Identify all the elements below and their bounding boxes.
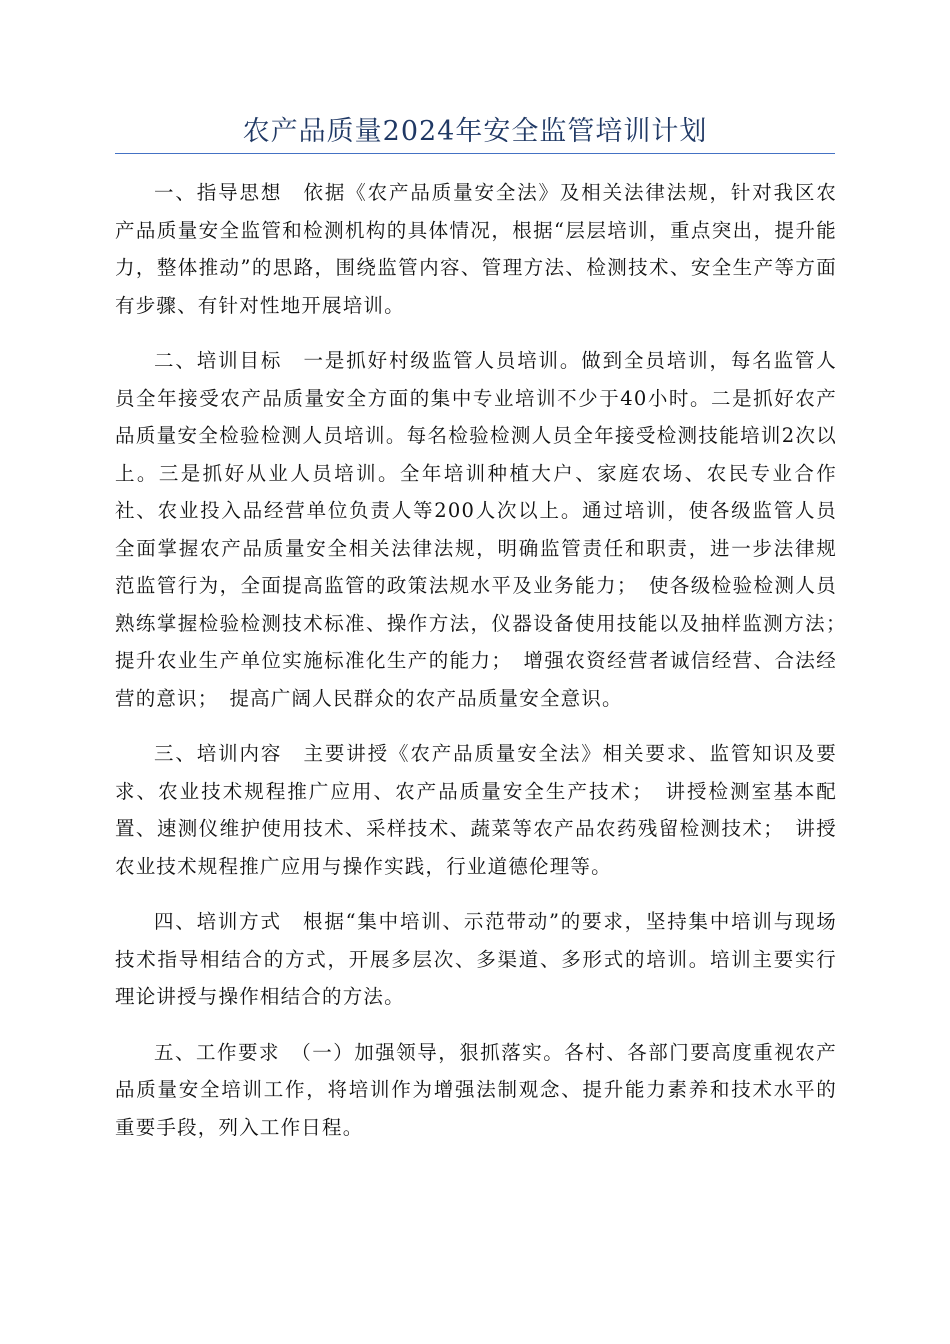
paragraph-guiding-ideology: 一、指导思想 依据《农产品质量安全法》及相关法律法规，针对我区农产品质量安全监管和检测机构的具体情况，根据“层层培训，重点突出，提升能力，整体推动”的思路，围绕监管内容、管理方法、检测技术、安全生产等方面有步骤、有针对性地开展培训。 bbox=[115, 181, 837, 317]
paragraph-work-requirements: 五、工作要求 （一）加强领导，狠抓落实。各村、各部门要高度重视农产品质量安全培训工作，将培训作为增强法制观念、提升能力素养和技术水平的重要手段，列入工作日程。 bbox=[115, 1040, 837, 1139]
paragraph-training-content: 三、培训内容 主要讲授《农产品质量安全法》相关要求、监管知识及要求、农业技术规程推广应用、农产品质量安全生产技术； 讲授检测室基本配置、速测仪维护使用技术、采样技术、蔬菜等农产品农药残留检测技术； 讲授农业技术规程推广应用与操作实践，行业道德伦理等。 bbox=[115, 742, 837, 878]
title-underline bbox=[115, 153, 835, 154]
paragraph-training-methods: 四、培训方式 根据“集中培训、示范带动”的要求，坚持集中培训与现场技术指导相结合的方式，开展多层次、多渠道、多形式的培训。培训主要实行理论讲授与操作相结合的方法。 bbox=[115, 910, 837, 1008]
paragraph-training-goals: 二、培训目标 一是抓好村级监管人员培训。做到全员培训，每名监管人员全年接受农产品质量安全方面的集中专业培训不少于40小时。二是抓好农产品质量安全检验检测人员培训。每名检验检测人员全年接受检测技能培训2次以上。三是抓好从业人员培训。全年培训种植大户、家庭农场、农民专业合作社、农业投入品经营单位负责人等200人次以上。通过培训，使各级监管人员全面掌握农产品质量安全相关法律法规，明确监管责任和职责，进一步法律规范监管行为，全面提高监管的政策法规水平及业务能力； 使各级检验检测人员熟练掌握检验检测技术标准、操作方法，仪器设备使用技能以及抽样监测方法； 提升农业生产单位实施标准化生产的能力； 增强农资经营者诚信经营、合法经营的意识； 提高广阔人民群众的农产品质量安全意识。 bbox=[115, 349, 858, 710]
document-title: 农产品质量2024年安全监管培训计划 bbox=[242, 116, 708, 147]
document-body bbox=[115, 174, 858, 1164]
